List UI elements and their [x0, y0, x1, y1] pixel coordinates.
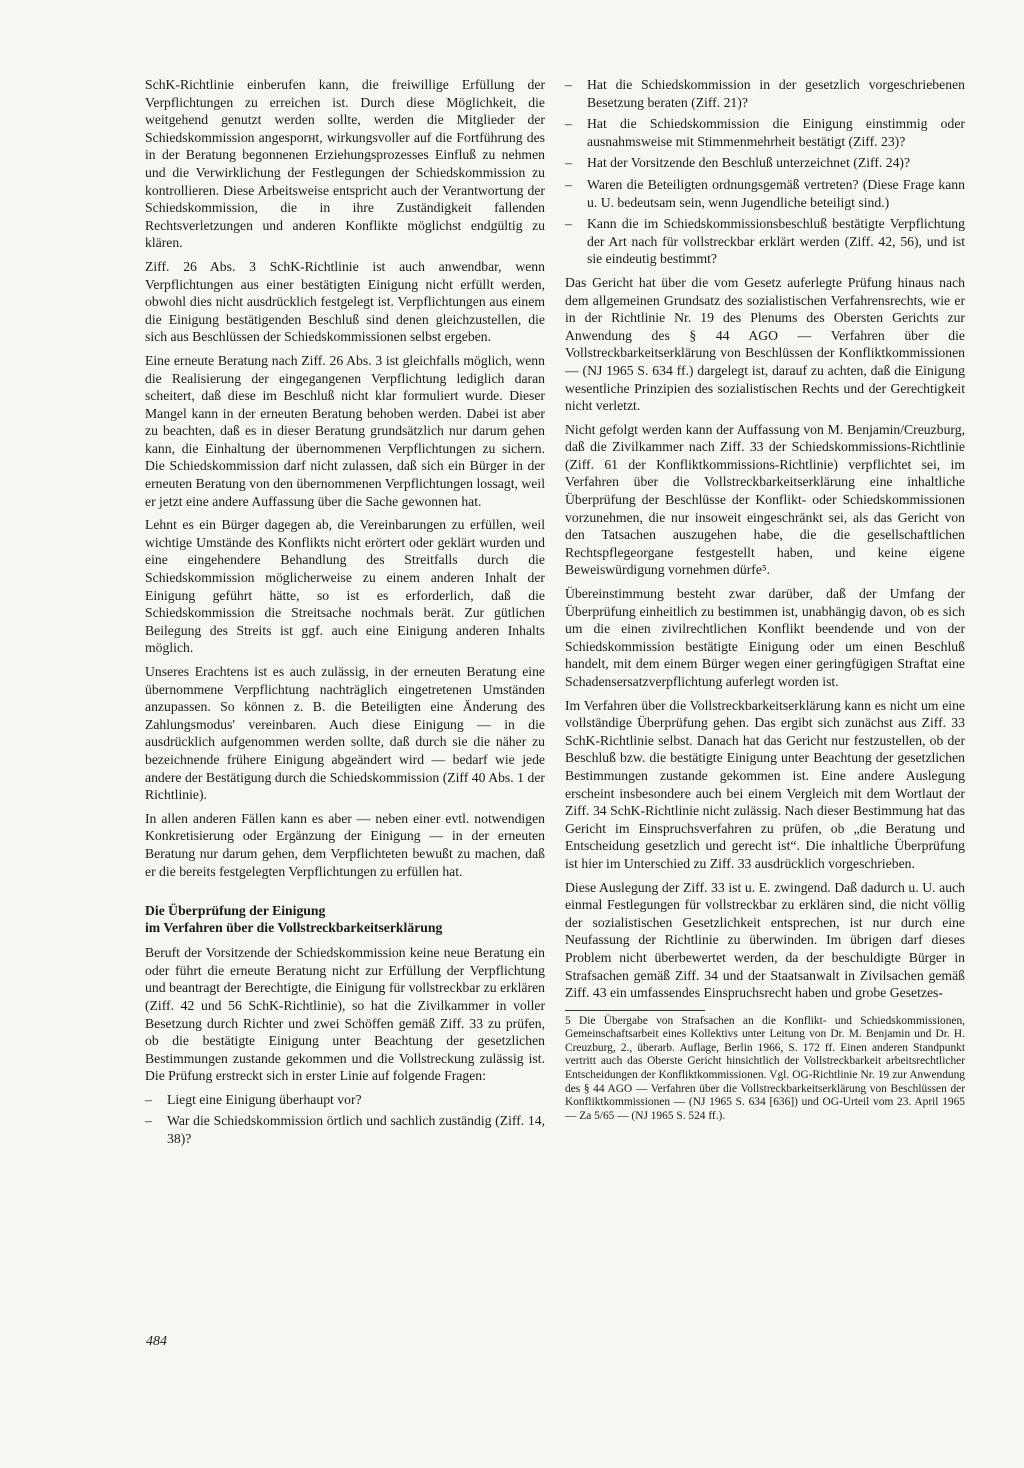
- paragraph: Unseres Erachtens ist es auch zulässig, in der erneuten Beratung eine übernommene Verpflichtung nachträglich eingetretenen Umständen anzupassen. So können z. B. die Beteiligten eine Änderung des Zahlungsmodus' vereinbaren. Auch diese Einigung — in die ausdrücklich aufgenommen werden sollte, daß durch sie die näher zu bezeichnende frühere Einigung abgeändert wird — bedarf wie jede andere der Bestätigung durch die Schiedskommission (Ziff 40 Abs. 1 der Richtlinie).: [145, 664, 545, 803]
- question-item: – Waren die Beteiligten ordnungsgemäß vertreten? (Diese Frage kann u. U. bedeutsam sein, wenn Jugendliche beteiligt sind.): [565, 176, 965, 211]
- paragraph: Ziff. 26 Abs. 3 SchK-Richtlinie ist auch anwendbar, wenn Verpflichtungen aus einer bestätigten Einigung nicht erfüllt werden, obwohl dies nicht ausdrücklich festgelegt ist. Verpflichtungen aus einem die Einigung bestätigenden Beschluß sind denen gleichzustellen, die sich aus Beschlüssen der Schiedskommissionen selbst ergeben.: [145, 258, 545, 345]
- question-list: [565, 76, 965, 268]
- question-item: – Hat der Vorsitzende den Beschluß unterzeichnet (Ziff. 24)?: [565, 154, 965, 172]
- question-item: – Liegt eine Einigung überhaupt vor?: [145, 1091, 545, 1109]
- paragraph: SchK-Richtlinie einberufen kann, die freiwillige Erfüllung der Verpflichtungen zu erreichen ist. Durch diese Möglichkeit, die weitgehend genutzt werden sollte, werden die Mitglieder der Schiedskommission angesporнt, wirkungsvoller auf die Fortführung des in der Beratung begonnenen Erziehungsprozesses Einfluß zu nehmen und die Verwirklichung der Festlegungen der Schiedskommission zu kontrollieren. Diese Arbeitsweise entspricht auch der Verantwortung der Schiedskommission, die in ihre Zuständigkeit fallenden Rechtsverletzungen und anderen Konflikte möglichst endgültig zu klären.: [145, 77, 545, 251]
- paragraph: Beruft der Vorsitzende der Schiedskommission keine neue Beratung ein oder führt die erneute Beratung nicht zur Erfüllung der Verpflichtung und beantragt der Berechtigte, die Einigung für vollstreckbar zu erklären (Ziff. 42 und 56 SchK-Richtlinie), so hat die Zivilkammer in voller Besetzung durch Richter und zwei Schöffen gemäß Ziff. 33 zu prüfen, ob die bestätigte Einigung unter Beachtung der gesetzlichen Bestimmungen zustande gekommen und die Vollstreckung zulässig ist. Die Prüfung erstreckt sich in erster Linie auf folgende Fragen:: [145, 945, 545, 1084]
- footnote: 5 Die Übergabe von Strafsachen an die Konflikt- und Schiedskommissionen, Gemeinschaftsarbeit eines Kollektivs unter Leitung von Dr. M. Benjamin und Dr. H. Creuzburg, 2., überarb. Auflage, Berlin 1966, S. 172 ff. Einen anderen Standpunkt vertritt auch das Oberste Gericht hinsichtlich der Vollstreckbarkeit arbeitsrechtlicher Entscheidungen der Konfliktkommissionen. Vgl. OG-Richtlinie Nr. 19 zur Anwendung des § 44 AGO — Verfahren über die Vollstreckbarkeitserklärung von Beschlüssen der Konfliktkommissionen — (NJ 1965 S. 634 [636]) und OG-Urteil vom 23. April 1965 — Za 5/65 — (NJ 1965 S. 524 ff.).: [565, 1014, 965, 1122]
- section-heading-line: Die Überprüfung der Einigung: [145, 903, 326, 919]
- paragraph: Eine erneute Beratung nach Ziff. 26 Abs. 3 ist gleichfalls möglich, wenn die Realisierung der eingegangenen Verpflichtung lediglich daran scheitert, daß diese im Beschluß nicht klar formuliert wurde. Dieser Mangel kann in der erneuten Beratung behoben werden. Dabei ist aber zu beachten, daß es in dieser Beratung grundsätzlich nur darum gehen kann, die Einhaltung der übernommenen Verpflichtungen zu sichern. Die Schiedskommission darf nicht zulassen, daß sich ein Bürger in der erneuten Beratung von den übernommenen Verpflichtungen lossagt, weil er jetzt eine andere Auffassung über die Sache gewonnen hat.: [145, 352, 545, 509]
- paragraph: Nicht gefolgt werden kann der Auffassung von M. Benjamin/Creuzburg, daß die Zivilkammer nach Ziff. 33 der Schiedskommissions-Richtlinie (Ziff. 61 der Konfliktkommissions-Richtlinie) verpflichtet sei, im Verfahren über die Vollstreckbarkeitserklärung eine inhaltliche Überprüfung der Beschlüsse der Konflikt- oder Schiedskommissionen vorzunehmen, die nur insoweit eingeschränkt sei, als das Gericht von den Tatsachen auszugehen habe, die die gesellschaftlichen Rechtspflegeorgane festgestellt haben, und keine eigene Beweiswürdigung vornehmen dürfe⁵.: [565, 421, 965, 578]
- left-column: [145, 76, 545, 1154]
- question-item: – War die Schiedskommission örtlich und sachlich zuständig (Ziff. 14, 38)?: [145, 1112, 545, 1147]
- paragraph: Diese Auslegung der Ziff. 33 ist u. E. zwingend. Daß dadurch u. U. auch einmal Festlegungen für vollstreckbar zu erklären sind, die nicht völlig der sozialistischen Gesetzlichkeit entsprechen, ist nur durch eine Neufassung der Richtlinie zu überwinden. Im übrigen darf dieses Problem nicht überbewertet werden, da der beschuldigte Bürger in Strafsachen gemäß Ziff. 34 und der Staatsanwalt in Zivilsachen gemäß Ziff. 43 ein umfassendes Einspruchsrecht haben und grobe Gesetzes-: [565, 879, 965, 1001]
- question-item: – Hat die Schiedskommission in der gesetzlich vorgeschriebenen Besetzung beraten (Ziff. 21)?: [565, 76, 965, 111]
- question-item: – Kann die im Schiedskommissionsbeschluß bestätigte Verpflichtung der Art nach für vollstreckbar erklärt werden (Ziff. 42, 56), und ist sie eindeutig bestimmt?: [565, 215, 965, 268]
- question-list: [145, 1091, 545, 1148]
- paragraph: Im Verfahren über die Vollstreckbarkeitserklärung kann es nicht um eine vollständige Überprüfung gehen. Das ergibt sich zunächst aus Ziff. 33 SchK-Richtlinie selbst. Danach hat das Gericht nur festzustellen, ob der Beschluß bzw. die bestätigte Einigung unter Beachtung der gesetzlichen Bestimmungen zustande gekommen ist. Eine andere Auslegung erscheint insbesondere auch bei einem Vergleich mit dem Wortlaut der Ziff. 34 SchK-Richtlinie nicht zulässig. Nach dieser Bestimmung hat das Gericht im Einspruchsverfahren zu prüfen, ob „die Beratung und Entscheidung gesetzlich und gerecht ist“. Die inhaltliche Überprüfung ist hier im Unterschied zu Ziff. 33 ausdrücklich vorgeschrieben.: [565, 697, 965, 871]
- question-item: – Hat die Schiedskommission die Einigung einstimmig oder ausnahmsweise mit Stimmenmehrheit bestätigt (Ziff. 23)?: [565, 115, 965, 150]
- page-number: 484: [146, 1334, 167, 1349]
- section-heading: [145, 902, 545, 936]
- right-column: [565, 76, 965, 1129]
- section-heading-line: im Verfahren über die Vollstreckbarkeitserklärung: [145, 920, 443, 936]
- paragraph: Übereinstimmung besteht zwar darüber, daß der Umfang der Überprüfung einheitlich zu bestimmen ist, unabhängig davon, ob es sich um die einen zivilrechtlichen Konflikt beendende und von der Schiedskommission bestätigte Einigung oder um einen Beschluß handelt, mit dem einem Bürger wegen einer geringfügigen Straftat eine Schadensersatzverpflichtung auferlegt worden ist.: [565, 586, 965, 689]
- paragraph: In allen anderen Fällen kann es aber — neben einer evtl. notwendigen Konkretisierung oder Ergänzung der Einigung — in der erneuten Beratung nur darum gehen, dem Verpflichteten bewußt zu machen, daß er die bereits festgelegten Verpflichtungen zu erfüllen hat.: [145, 810, 545, 879]
- paragraph: Das Gericht hat über die vom Gesetz auferlegte Prüfung hinaus nach dem allgemeinen Grundsatz des sozialistischen Verfahrensrechts, wie er in der Richtlinie Nr. 19 des Plenums des Obersten Gerichts zur Anwendung des § 44 AGO — Verfahren über die Vollstreckbarkeitserklärung von Beschlüssen der Konfliktkommissionen — (NJ 1965 S. 634 ff.) dargelegt ist, darauf zu achten, daß die Einigung wesentliche Prinzipien des sozialistischen Rechts und der Gerechtigkeit nicht verletzt.: [565, 274, 965, 414]
- paragraph: Lehnt es ein Bürger dagegen ab, die Vereinbarungen zu erfüllen, weil wichtige Umstände des Konflikts nicht erörtert oder geklärt wurden und eine eingehendere Behandlung des Streitfalls durch die Schiedskommission möglicherweise zu einem anderen Inhalt der Einigung geführt hätte, so ist es erforderlich, daß die Schiedskommission die Streitsache nochmals berät. Zur gütlichen Beilegung des Streits ist ggf. auch eine Einigung anderen Inhalts möglich.: [145, 517, 545, 656]
- footnote-divider: [565, 1010, 705, 1011]
